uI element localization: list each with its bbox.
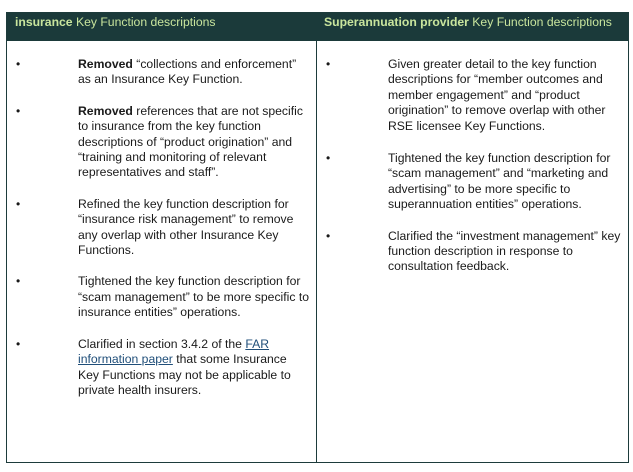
header-superannuation-rest: Key Function descriptions	[468, 15, 612, 29]
item-bold: Removed	[78, 103, 133, 118]
list-item	[317, 229, 628, 275]
item-text: Refined the key function description for “insurance risk management” to remove any overlap with other Insurance Key Functions.	[78, 196, 294, 258]
list-item	[7, 197, 316, 259]
item-body: references that are not specific to insurance from the key function descriptions of “product origination” and “training and monitoring of relevant representatives and staff”.	[78, 103, 303, 180]
bullet-icon: •	[16, 103, 21, 118]
key-function-changes-table	[6, 12, 629, 463]
item-text	[78, 104, 316, 181]
item-body: “collections and enforcement” as an Insurance Key Function.	[78, 57, 297, 87]
header-insurance-rest: Key Function descriptions	[72, 15, 216, 29]
header-insurance-bold: insurance	[15, 15, 73, 29]
far-information-paper-link[interactable]: FAR information paper	[78, 336, 270, 367]
item-bold: Removed	[78, 57, 133, 71]
list-item	[317, 151, 628, 213]
bullet-icon: •	[326, 57, 331, 71]
item-text	[78, 57, 316, 88]
item-text: Tightened the key function description for “scam management” and “marketing and advertising” to be more specific to superannuation entities” operations.	[388, 151, 611, 212]
bullet-icon: •	[16, 274, 21, 289]
bullet-icon: •	[16, 196, 21, 211]
bullet-icon: •	[326, 151, 331, 166]
list-item	[7, 337, 316, 399]
table-header	[7, 13, 628, 41]
bullet-icon: •	[326, 228, 331, 243]
item-text: Given greater detail to the key function descriptions for “member outcomes and member engagement” and “product origination” to remove overlap with other RSE licensee Key Functions.	[388, 57, 606, 133]
header-insurance	[15, 13, 315, 41]
item-body: that some Insurance Key Functions may not be applicable to private health insurers.	[78, 352, 291, 397]
list-item	[317, 57, 628, 134]
bullet-icon: •	[16, 336, 21, 351]
insurance-column	[7, 57, 316, 413]
list-item	[7, 104, 316, 181]
item-text: Tightened the key function description for “scam management” to be more specific to insurance entities” operations.	[78, 274, 309, 320]
list-item	[7, 57, 316, 88]
list-item	[7, 274, 316, 320]
bullet-icon: •	[16, 57, 21, 71]
item-body: Clarified in section 3.4.2 of the	[78, 336, 246, 351]
superannuation-column	[317, 57, 628, 290]
item-text: Clarified the “investment management” key function description in response to consultation feedback.	[388, 228, 621, 274]
header-superannuation-bold: Superannuation provider	[324, 15, 469, 29]
header-superannuation	[324, 13, 624, 41]
item-text	[78, 337, 316, 399]
